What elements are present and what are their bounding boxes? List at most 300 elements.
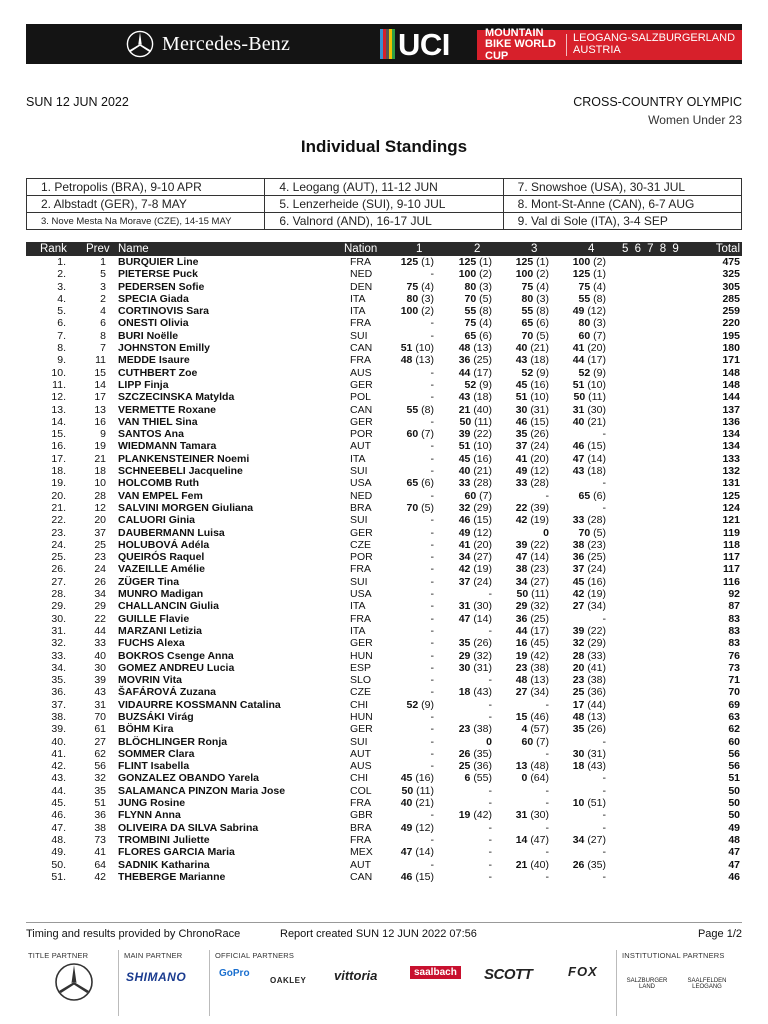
round-4-points-cell: [573, 588, 606, 600]
round-points: 38: [515, 563, 528, 576]
total-cell: 48: [728, 833, 740, 846]
round-points: 75: [464, 317, 477, 330]
total-cell: 70: [728, 686, 740, 699]
round-points: 70: [578, 526, 591, 539]
nation-cell: CAN: [350, 342, 373, 355]
round-points: 45: [572, 575, 585, 588]
prev-rank-cell: 12: [94, 501, 106, 514]
nation-cell: AUS: [350, 366, 372, 379]
round-points: 52: [464, 378, 477, 391]
round-points: -: [430, 378, 434, 391]
standings-row: [26, 736, 742, 748]
standings-row: [26, 342, 742, 354]
round-4-points-cell: [579, 330, 606, 342]
round-2-points-cell: [459, 650, 492, 662]
rank-cell: 7.: [57, 329, 66, 342]
rank-cell: 1.: [57, 256, 66, 268]
rank-cell: 21.: [51, 501, 66, 514]
round-1-points-cell: [431, 600, 435, 612]
round-points: 50: [459, 415, 472, 428]
round-points: 55: [464, 305, 477, 318]
rank-cell: 5.: [57, 305, 66, 318]
round-position: (31): [473, 661, 492, 674]
mercedes-star-icon: [126, 30, 154, 58]
col-rank: Rank: [40, 243, 67, 255]
round-points: 40: [572, 415, 585, 428]
total-cell: 118: [723, 538, 740, 551]
total-cell: 148: [722, 378, 740, 391]
round-points: 34: [515, 575, 528, 588]
round-points: 55: [578, 292, 591, 305]
sponsor-name: Mercedes-Benz: [162, 32, 291, 55]
round-2-points-cell: [489, 625, 493, 637]
total-cell: 134: [722, 428, 740, 441]
standings-row: [26, 859, 742, 871]
prev-rank-cell: 44: [94, 624, 106, 637]
round-4-points-cell: [603, 809, 607, 821]
total-cell: 56: [728, 760, 740, 773]
round-position: (22): [473, 428, 492, 441]
rider-name-cell: BOKROS Csenge Anna: [118, 649, 234, 662]
round-position: (12): [473, 526, 492, 539]
main-partner-label: MAIN PARTNER: [124, 951, 183, 960]
round-position: (35): [473, 747, 492, 760]
round-position: (14): [587, 452, 606, 465]
round-points: 23: [515, 661, 528, 674]
round-3-points-cell: [522, 305, 549, 317]
prev-rank-cell: 27: [94, 735, 106, 748]
rider-name-cell: SPECIA Giada: [118, 292, 189, 305]
round-position: (12): [530, 465, 549, 478]
round-points: 39: [572, 624, 585, 637]
rider-name-cell: BLÖCHLINGER Ronja: [118, 735, 228, 748]
standings-row: [26, 317, 742, 329]
round-points: 100: [458, 268, 477, 281]
round-points: 48: [515, 674, 528, 687]
round-position: (6): [593, 489, 606, 502]
round-position: (1): [536, 256, 549, 268]
stripe-green: [392, 29, 395, 59]
standings-row: [26, 760, 742, 772]
round-points: 65: [406, 477, 419, 490]
rider-name-cell: PLANKENSTEINER Noemi: [118, 452, 250, 465]
round-4-points-cell: [603, 613, 607, 625]
total-cell: 50: [728, 797, 740, 810]
round-4-points-cell: [573, 723, 606, 735]
round-points: -: [545, 747, 549, 760]
round-points: -: [430, 575, 434, 588]
rank-cell: 25.: [51, 551, 66, 564]
round-position: (13): [587, 710, 606, 723]
round-points: 35: [458, 637, 471, 650]
round-4-points-cell: [573, 440, 606, 452]
saalfelden-leogang-logo: SAALFELDEN LEOGANG: [687, 978, 727, 990]
mercedes-star-icon: [54, 962, 94, 1002]
round-points: 45: [400, 772, 413, 785]
round-1-points-cell: [431, 748, 435, 760]
salzburgerland-logo: SALZBURGER LAND: [626, 978, 668, 990]
round-2-points-cell: [489, 822, 493, 834]
prev-rank-cell: 3: [100, 280, 106, 293]
rider-name-cell: QUEIRÓS Raquel: [118, 551, 205, 564]
round-points: -: [430, 600, 434, 613]
round-2-points-cell: [459, 502, 492, 514]
nation-cell: SUI: [350, 329, 368, 342]
nation-cell: POR: [350, 428, 373, 441]
page-number: Page 1/2: [697, 928, 742, 940]
round-4-points-cell: [573, 797, 606, 809]
rank-cell: 10.: [51, 366, 66, 379]
round-points: -: [430, 588, 434, 601]
round-position: (7): [593, 329, 606, 342]
round-points: -: [488, 846, 492, 859]
rank-cell: 13.: [51, 403, 66, 416]
rank-cell: 36.: [51, 686, 66, 699]
round-position: (2): [479, 268, 492, 281]
round-points: -: [430, 674, 434, 687]
standings-row: [26, 256, 742, 268]
round-position: (32): [530, 600, 549, 613]
round-4-points-cell: [573, 391, 606, 403]
standings-table: [26, 256, 742, 883]
rank-cell: 48.: [51, 833, 66, 846]
nation-cell: USA: [350, 477, 372, 490]
round-points: 31: [572, 403, 585, 416]
rider-name-cell: GONZALEZ OBANDO Yarela: [118, 772, 260, 785]
round-1-points-cell: [407, 293, 434, 305]
round-2-points-cell: [459, 748, 492, 760]
round-points: 33: [458, 477, 471, 490]
round-position: (15): [587, 440, 606, 453]
round-3-points-cell: [522, 293, 549, 305]
standings-row: [26, 637, 742, 649]
round-points: -: [430, 809, 434, 822]
round-3-points-cell: [516, 453, 549, 465]
round-2-points-cell: [465, 490, 492, 502]
round-position: (15): [415, 870, 434, 883]
round-points: 35: [515, 428, 528, 441]
standings-row: [26, 588, 742, 600]
round-position: (5): [421, 501, 434, 514]
round-position: (40): [473, 403, 492, 416]
round-points: -: [430, 637, 434, 650]
standings-row: [26, 711, 742, 723]
rank-cell: 41.: [51, 747, 66, 760]
uci-logo: [380, 28, 450, 60]
round-position: (29): [473, 501, 492, 514]
prev-rank-cell: 9: [100, 428, 106, 441]
round-points: -: [488, 588, 492, 601]
round-1-points-cell: [401, 354, 434, 366]
rank-cell: 33.: [51, 649, 66, 662]
round-points: 125: [572, 268, 591, 281]
round-points: 50: [573, 391, 586, 404]
round-position: (29): [587, 637, 606, 650]
round-points: -: [430, 723, 434, 736]
nation-cell: FRA: [350, 317, 371, 330]
round-2-points-cell: [459, 391, 492, 403]
round-points: 41: [515, 452, 528, 465]
rider-name-cell: GOMEZ ANDREU Lucia: [118, 661, 235, 674]
standings-row: [26, 440, 742, 452]
round-position: (21): [415, 797, 434, 810]
round-points: 46: [400, 870, 413, 883]
round-position: (24): [587, 563, 606, 576]
rider-name-cell: SALAMANCA PINZON Maria Jose: [118, 784, 286, 797]
prev-rank-cell: 30: [94, 661, 106, 674]
round-3-points-cell: [546, 490, 550, 502]
rider-name-cell: SADNIK Katharina: [118, 858, 210, 871]
round-2-points-cell: [459, 686, 492, 698]
round-points: 36: [572, 551, 585, 564]
rank-cell: 40.: [51, 735, 66, 748]
standings-row: [26, 686, 742, 698]
rank-cell: 29.: [51, 600, 66, 613]
round-position: (28): [587, 514, 606, 527]
round-points: 23: [458, 723, 471, 736]
round-points: -: [545, 846, 549, 859]
round-points: 23: [572, 674, 585, 687]
col-round-4: 4: [588, 243, 595, 255]
round-4-points-cell: [573, 674, 606, 686]
round-position: (17): [530, 624, 549, 637]
round-points: 10: [572, 797, 585, 810]
round-points: -: [602, 809, 606, 822]
round-2-points-cell: [489, 797, 493, 809]
prev-rank-cell: 1: [100, 256, 106, 268]
nation-cell: NED: [350, 489, 373, 502]
event-date: SUN 12 JUN 2022: [26, 95, 129, 109]
round-position: (10): [473, 440, 492, 453]
round-position: (8): [421, 403, 434, 416]
total-cell: 134: [722, 440, 740, 453]
round-points: 0: [521, 772, 528, 785]
rank-cell: 30.: [51, 612, 66, 625]
round-1-points-cell: [431, 576, 435, 588]
round-position: (17): [473, 366, 492, 379]
round-points: 29: [515, 600, 528, 613]
round-3-points-cell: [516, 588, 549, 600]
round-position: (39): [530, 501, 549, 514]
standings-row: [26, 723, 742, 735]
round-1-points-cell: [431, 379, 435, 391]
round-4-points-cell: [573, 539, 606, 551]
rider-name-cell: VIDAURRE KOSSMANN Catalina: [118, 698, 281, 711]
standings-row: [26, 465, 742, 477]
round-points: 80: [521, 292, 534, 305]
nation-cell: BRA: [350, 501, 372, 514]
round-points: 46: [572, 440, 585, 453]
round-1-points-cell: [431, 834, 435, 846]
shimano-logo: SHIMANO: [126, 970, 187, 984]
round-points: 100: [572, 256, 591, 268]
rank-cell: 34.: [51, 661, 66, 674]
round-points: -: [430, 465, 434, 478]
round-points: -: [488, 797, 492, 810]
round-1-points-cell: [431, 440, 435, 452]
round-position: (9): [479, 378, 492, 391]
round-points: 13: [515, 760, 528, 773]
round-position: (14): [530, 551, 549, 564]
round-points: 49: [400, 821, 413, 834]
round-4-points-cell: [573, 514, 606, 526]
prev-rank-cell: 21: [94, 452, 106, 465]
round-3-points-cell: [516, 465, 549, 477]
round-1-points-cell: [431, 367, 435, 379]
col-total: Total: [715, 243, 740, 255]
round-points: 37: [458, 575, 471, 588]
rank-cell: 6.: [57, 317, 66, 330]
rank-cell: 2.: [57, 268, 66, 281]
round-2-points-cell: [465, 330, 492, 342]
round-points: 125: [458, 256, 477, 268]
rounds-table: [26, 178, 742, 230]
prev-rank-cell: 26: [94, 575, 106, 588]
round-points: 51: [458, 440, 471, 453]
round-1-points-cell: [401, 822, 434, 834]
round-1-points-cell: [431, 686, 435, 698]
round-points: 48: [458, 342, 471, 355]
prev-rank-cell: 61: [94, 723, 106, 736]
round-position: (24): [473, 575, 492, 588]
rounds-row: [27, 213, 742, 230]
round-4-points-cell: [603, 477, 607, 489]
round-4-points-cell: [573, 563, 606, 575]
nation-cell: BRA: [350, 821, 372, 834]
round-points: 46: [458, 514, 471, 527]
round-4-points-cell: [579, 527, 606, 539]
nation-cell: FRA: [350, 612, 371, 625]
round-points: 80: [406, 292, 419, 305]
round-position: (28): [530, 477, 549, 490]
rounds-row: [27, 179, 742, 196]
round-position: (7): [421, 428, 434, 441]
round-3-points-cell: [516, 379, 549, 391]
rank-cell: 16.: [51, 440, 66, 453]
round-points: 4: [521, 723, 528, 736]
prev-rank-cell: 20: [94, 514, 106, 527]
round-4-points-cell: [573, 268, 606, 280]
rank-cell: 50.: [51, 858, 66, 871]
total-cell: 56: [728, 747, 740, 760]
rider-name-cell: WIEDMANN Tamara: [118, 440, 217, 453]
round-1-points-cell: [407, 281, 434, 293]
rider-name-cell: FLORES GARCIA Maria: [118, 846, 235, 859]
round-position: (5): [536, 329, 549, 342]
round-position: (36): [473, 760, 492, 773]
round-points: 25: [458, 760, 471, 773]
round-4-points-cell: [603, 871, 607, 883]
nation-cell: HUN: [350, 710, 373, 723]
round-2-points-cell: [459, 637, 492, 649]
standings-row: [26, 822, 742, 834]
round-3-points-cell: [516, 342, 549, 354]
standings-row: [26, 834, 742, 846]
round-2-points-cell: [459, 760, 492, 772]
round-points: 41: [458, 538, 471, 551]
round-position: (3): [421, 292, 434, 305]
total-cell: 144: [722, 391, 740, 404]
round-points: 16: [515, 637, 528, 650]
round-points: 27: [515, 686, 528, 699]
prev-rank-cell: 39: [94, 674, 106, 687]
round-points: 49: [572, 305, 585, 318]
rider-name-cell: BÖHM Kira: [118, 723, 174, 736]
round-position: (6): [479, 329, 492, 342]
round-4-points-cell: [573, 404, 606, 416]
round-1-points-cell: [431, 551, 435, 563]
standings-row: [26, 809, 742, 821]
rank-cell: 35.: [51, 674, 66, 687]
rider-name-cell: CHALLANCIN Giulia: [118, 600, 219, 613]
round-points: -: [430, 415, 434, 428]
round-points: 27: [572, 600, 585, 613]
round-position: (30): [530, 809, 549, 822]
prev-rank-cell: 40: [94, 649, 106, 662]
fox-logo: FOX: [568, 964, 598, 979]
round-3-points-cell: [516, 477, 549, 489]
prev-rank-cell: 17: [94, 391, 106, 404]
round-points: -: [430, 551, 434, 564]
round-1-points-cell: [401, 305, 434, 317]
round-points: 38: [572, 538, 585, 551]
round-points: 39: [458, 428, 471, 441]
round-position: (42): [473, 809, 492, 822]
round-3-points-cell: [516, 551, 549, 563]
round-4-points-cell: [579, 281, 606, 293]
standings-header: [26, 242, 742, 256]
round-points: 0: [486, 735, 492, 748]
round-3-points-cell: [516, 859, 549, 871]
round-9: 9. Val di Sole (ITA), 3-4 SEP: [503, 213, 741, 230]
total-cell: 285: [722, 292, 740, 305]
round-3-points-cell: [546, 871, 550, 883]
standings-row: [26, 846, 742, 858]
round-1-points-cell: [401, 342, 434, 354]
rank-cell: 44.: [51, 784, 66, 797]
standings-row: [26, 453, 742, 465]
round-4-points-cell: [579, 367, 606, 379]
rider-name-cell: HOLCOMB Ruth: [118, 477, 200, 490]
round-position: (4): [536, 280, 549, 293]
col-round-2: 2: [474, 243, 481, 255]
nation-cell: POL: [350, 391, 372, 404]
round-points: 45: [515, 378, 528, 391]
round-3-points-cell: [516, 711, 549, 723]
round-position: (24): [530, 440, 549, 453]
round-2-points-cell: [489, 859, 493, 871]
total-cell: 50: [728, 809, 740, 822]
round-1-points-cell: [431, 465, 435, 477]
rank-cell: 26.: [51, 563, 66, 576]
round-position: (38): [473, 723, 492, 736]
prev-rank-cell: 41: [94, 846, 106, 859]
prev-rank-cell: 33: [94, 637, 106, 650]
round-points: 44: [572, 354, 585, 367]
title-partner-label: TITLE PARTNER: [28, 951, 89, 960]
round-position: (9): [421, 698, 434, 711]
round-points: 34: [458, 551, 471, 564]
round-points: 28: [572, 649, 585, 662]
round-3-points-cell: [522, 736, 549, 748]
report-created: Report created SUN 12 JUN 2022 07:56: [280, 928, 477, 940]
round-position: (13): [530, 674, 549, 687]
round-points: 50: [401, 784, 414, 797]
rider-name-cell: MEDDE Isaure: [118, 354, 190, 367]
total-cell: 325: [722, 268, 740, 281]
round-3-points-cell: [516, 440, 549, 452]
round-position: (44): [587, 698, 606, 711]
